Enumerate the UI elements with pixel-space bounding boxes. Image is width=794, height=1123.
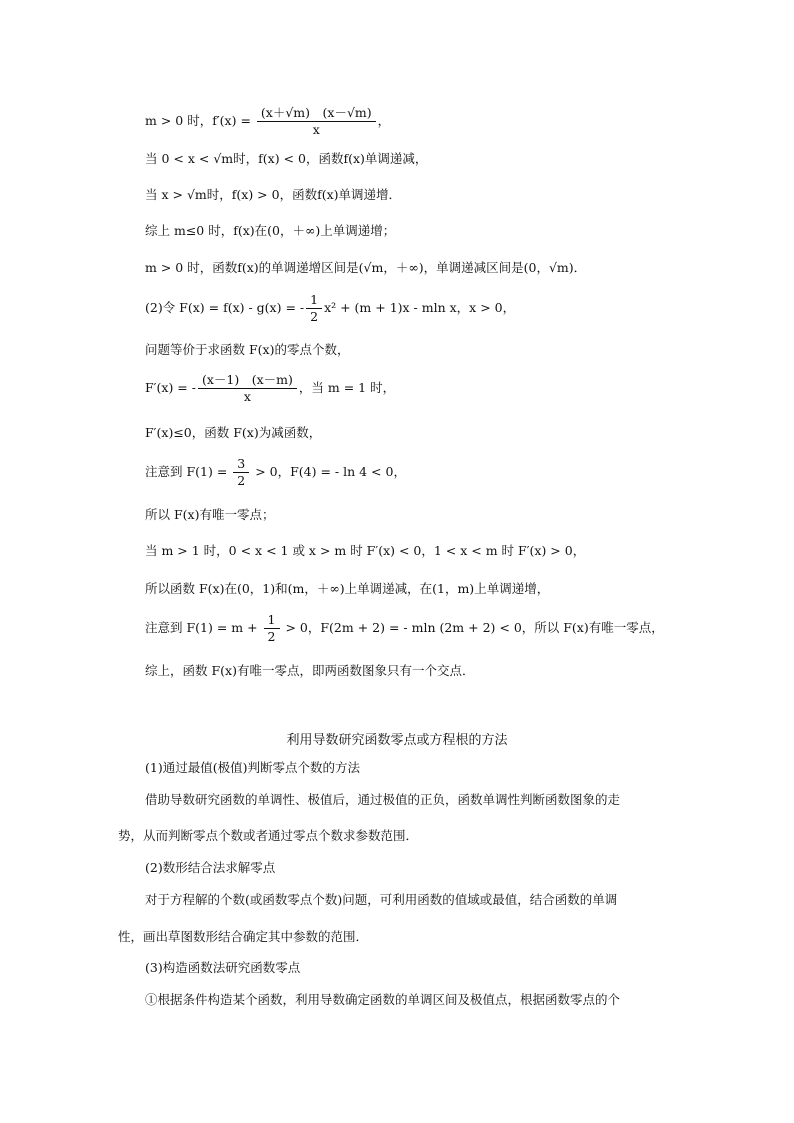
fraction <box>257 105 376 138</box>
fraction-denominator: x <box>243 389 251 404</box>
solution-line-13: 所以函数 F(x)在(0，1)和(m，＋∞)上单调递减，在(1，m)上单调递增， <box>145 581 550 596</box>
solution-line-2: 当 0 < x < √m时，f(x) < 0，函数f(x)单调递减， <box>145 151 428 166</box>
solution-line-4: 综上 m≤0 时，f(x)在(0，＋∞)上单调递增； <box>145 223 396 238</box>
fraction-denominator: x <box>312 122 320 137</box>
solution-line-14 <box>145 612 664 645</box>
fraction <box>198 372 297 405</box>
fraction-numerator: (x－1) (x－m) <box>198 372 297 389</box>
solution-line-1 <box>145 105 390 138</box>
solution-line-15: 综上，函数 F(x)有唯一零点，即两函数图象只有一个交点． <box>145 663 475 678</box>
text: 注意到 F(1) = m + <box>145 620 262 635</box>
fraction <box>233 456 249 489</box>
method-p3-line1: ①根据条件构造某个函数，利用导数确定函数的单调区间及极值点，根据函数零点的个 <box>145 992 621 1007</box>
solution-line-5: m > 0 时，函数f(x)的单调递增区间是(√m，＋∞)，单调递减区间是(0，√m)． <box>145 260 587 275</box>
text: (2)令 F(x) = f(x) - g(x) = - <box>145 300 305 315</box>
text: F′(x) = - <box>145 380 196 395</box>
method-p1-line2: 势，从而判断零点个数或者通过零点个数求参数范围． <box>118 828 419 843</box>
text: x² + (m + 1)x - mln x，x > 0， <box>324 300 516 315</box>
text: ， <box>377 113 391 128</box>
fraction-denominator: 2 <box>310 309 319 324</box>
fraction <box>264 612 280 645</box>
method-p2-title: (2)数形结合法求解零点 <box>145 860 276 875</box>
fraction-denominator: 2 <box>237 473 246 488</box>
method-p2-line2: 性，画出草图数形结合确定其中参数的范围． <box>118 929 369 944</box>
solution-line-12: 当 m > 1 时，0 < x < 1 或 x > m 时 F′(x) < 0，1 < x < m 时 F′(x) > 0， <box>145 543 586 558</box>
fraction-numerator: 3 <box>233 456 249 473</box>
text: m > 0 时，f′(x) = <box>145 113 255 128</box>
fraction <box>306 292 322 325</box>
text: ，当 m = 1 时， <box>298 380 396 395</box>
fraction-denominator: 2 <box>267 629 276 644</box>
solution-line-3: 当 x > √m时，f(x) > 0，函数f(x)单调递增． <box>145 187 401 202</box>
method-p3-title: (3)构造函数法研究函数零点 <box>145 960 301 975</box>
method-p2-line1: 对于方程解的个数(或函数零点个数)问题，可利用函数的值域或最值，结合函数的单调 <box>145 892 618 907</box>
fraction-numerator: 1 <box>264 612 280 629</box>
solution-line-9: F′(x)≤0，函数 F(x)为减函数， <box>145 425 322 440</box>
solution-line-7: 问题等价于求函数 F(x)的零点个数， <box>145 342 350 357</box>
solution-line-11: 所以 F(x)有唯一零点； <box>145 507 275 522</box>
text: > 0，F(2m + 2) = - mln (2m + 2) < 0，所以 F(x)有唯一零点， <box>281 620 664 635</box>
solution-line-8 <box>145 372 395 405</box>
solution-line-6 <box>145 292 515 325</box>
fraction-numerator: 1 <box>306 292 322 309</box>
method-p1-line1: 借助导数研究函数的单调性、极值后，通过极值的正负，函数单调性判断函数图象的走 <box>145 792 621 807</box>
text: > 0，F(4) = - ln 4 < 0， <box>251 464 406 479</box>
method-p1-title: (1)通过最值(极值)判断零点个数的方法 <box>145 760 360 775</box>
text: 注意到 F(1) = <box>145 464 232 479</box>
fraction-numerator: (x＋√m) (x－√m) <box>257 105 376 122</box>
solution-line-10 <box>145 456 406 489</box>
method-title: 利用导数研究函数零点或方程根的方法 <box>286 733 508 748</box>
